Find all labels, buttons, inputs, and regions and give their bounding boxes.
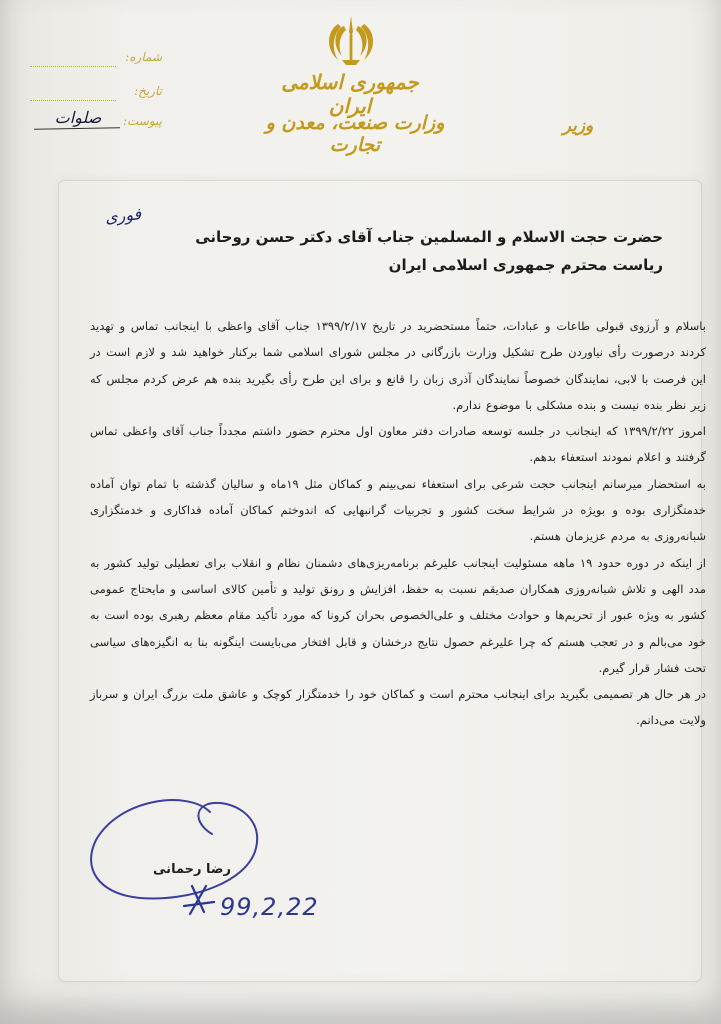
number-label: شماره: — [125, 50, 162, 64]
urgent-note: فوری — [104, 204, 142, 227]
number-line — [30, 66, 116, 67]
paragraph-3: به استحضار میرسانم اینجانب حجت شرعی برای استعفاء نمی‌بینم و کماکان مثل ۱۹ماه و سالیان گذشته با تمام توان آماده خدمتگزاری بوده و بویژه در شرایط سخت کشور و تجربیات گرانبهایی که اندوختم کماکان آماده فداکاری و خدمتگزاری شبانه‌روزی به مردم عزیزمان هستم. — [90, 476, 706, 544]
minister-title: وزیر — [562, 116, 594, 136]
country-heading: جمهوری اسلامی ایران — [281, 70, 419, 118]
ministry-heading: وزارت صنعت، معدن و تجارت — [265, 112, 445, 156]
signer-name: رضا رحمانی — [153, 862, 231, 877]
date-label: تاریخ: — [134, 84, 162, 98]
attachment-value: صلوات — [54, 108, 102, 127]
paragraph-2: امروز ۱۳۹۹/۲/۲۲ که اینجانب در جلسه توسعه صادرات دفتر معاون اول محترم حضور داشتم مجدداً جناب آقای واعظی تماس گرفتند و اعلام نمودند استعفاء بدهم. — [90, 424, 706, 465]
attachment-underline — [34, 127, 120, 130]
iran-emblem-icon — [322, 12, 380, 70]
signature-date: 99,2,22 — [220, 893, 319, 921]
date-line — [30, 100, 116, 101]
paragraph-5: در هر حال هر تصمیمی بگیرید برای اینجانب محترم است و کماکان خود را خدمتگزار کوچک و عاشق ملت بزرگ ایران و سرباز ولایت می‌دانم. — [90, 687, 706, 728]
attachment-label: پیوست: — [122, 114, 162, 128]
paragraph-4: از اینکه در دوره حدود ۱۹ ماهه مسئولیت اینجانب علیرغم برنامه‌ریزی‌های دشمنان نظام و انقلاب برای تعطیلی تولید کشور به مدد الهی و تلاش شبانه‌روزی همکاران صدیقم نسبت به حفظ، افزایش و رونق تولید و تأمین کالای اساسی و مایحتاج عمومی کشور به ویژه عبور از تحریم‌ها و حوادث مختلف و علی‌الخصوص بحران کرونا که مورد تأکید مقام معظم رهبری بوده است به خود می‌بالم و در تعجب هستم که چرا علیرغم حصول نتایج درخشان و قابل افتخار می‌بایست اینگونه بنا به انگیزه‌های سیاسی تحت فشار قرار گیرم. — [90, 555, 706, 675]
salutation-line-2: ریاست محترم جمهوری اسلامی ایران — [388, 256, 663, 274]
letter-body — [90, 313, 706, 734]
paragraph-1: باسلام و آرزوی قبولی طاعات و عبادات، حتماً مستحضرید در تاریخ ۱۳۹۹/۲/۱۷ جناب آقای واعظی با اینجانب تماس و تهدید کردند درصورت رأی نیاوردن طرح تشکیل وزارت بازرگانی در مجلس شورای اسلامی شما برکنار خواهید شد و لازم است در این فرصت با لابی، نمایندگان خصوصاً نمایندگان آذری زبان را قانع و برای این طرح رأی بگیرید بنده هم عرض کردم مجلس که زیر نظر بنده نیست و بنده مشکلی با موضوع ندارم. — [90, 319, 706, 412]
salutation-line-1: حضرت حجت الاسلام و المسلمین جناب آقای دکتر حسن روحانی — [195, 228, 663, 246]
